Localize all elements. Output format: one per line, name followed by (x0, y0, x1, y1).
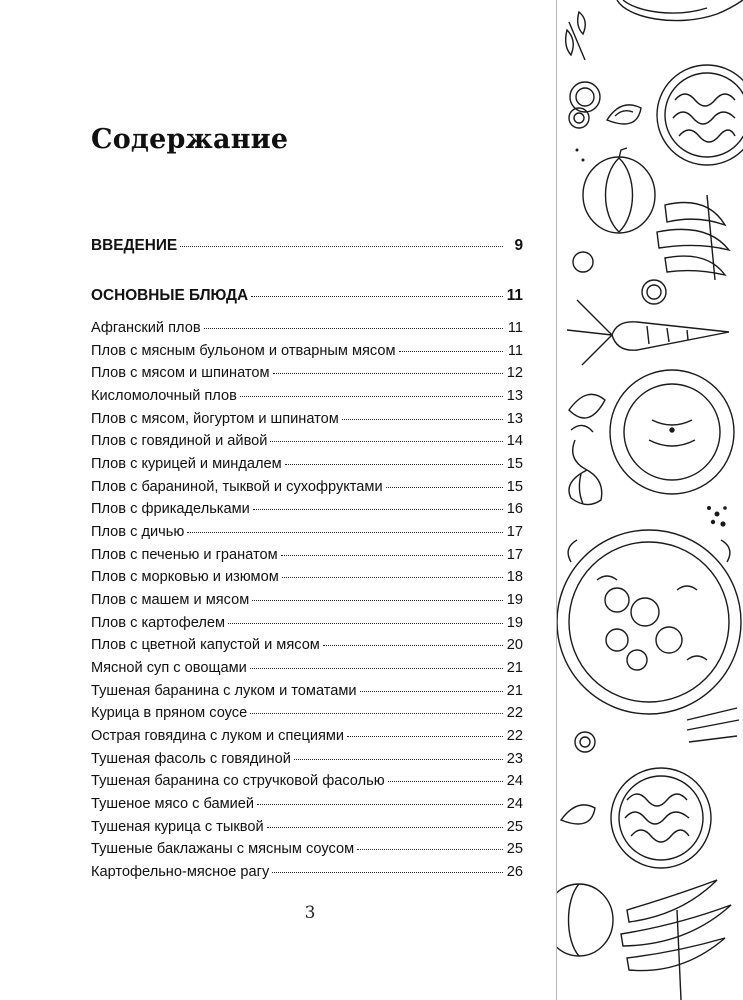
dot-leader (360, 691, 503, 692)
flatbread-icon (610, 370, 734, 494)
dot-leader (342, 419, 503, 420)
pumpkin-icon (583, 148, 655, 233)
toc-entry-label: Плов с картофелем (91, 615, 226, 631)
toc-page-number: 14 (506, 433, 523, 449)
toc-entry[interactable] (91, 363, 523, 383)
toc-entry-label: Кисломолочный плов (91, 388, 237, 404)
dot-leader (323, 645, 503, 646)
toc-page-number: 11 (507, 320, 523, 336)
dot-leader (240, 396, 503, 397)
toc-page-number: 17 (506, 547, 523, 563)
toc-entry-label: Тушеное мясо с бамией (91, 796, 255, 812)
toc-page-number: 25 (506, 841, 523, 857)
page-title: Содержание (91, 124, 289, 155)
tomato-slice-icon (607, 105, 641, 124)
toc-page-number: 15 (506, 479, 523, 495)
toc-page-number: 16 (506, 501, 523, 517)
toc-entry[interactable] (91, 726, 523, 746)
dot-leader (357, 849, 503, 850)
toc-page-number: 23 (506, 751, 523, 767)
toc-entry[interactable] (91, 703, 523, 723)
chili-peppers-icon (621, 880, 731, 1000)
toc-entry-label: Тушеная фасоль с говядиной (91, 751, 291, 767)
dot-leader (267, 827, 503, 828)
bowl-rim-icon (617, 0, 743, 21)
toc-page-number: 17 (506, 524, 523, 540)
toc-entry[interactable] (91, 522, 523, 542)
toc-page-number: 24 (506, 796, 523, 812)
toc-entry[interactable] (91, 545, 523, 565)
toc-entry[interactable] (91, 477, 523, 497)
dot-leader (399, 351, 503, 352)
toc-entry[interactable] (91, 341, 523, 361)
toc-section-main-dishes[interactable] (91, 286, 523, 306)
toc-section-introduction[interactable] (91, 236, 523, 256)
green-beans-icon (687, 708, 739, 742)
dot-leader (285, 464, 503, 465)
toc-entry[interactable] (91, 862, 523, 882)
chili-peppers-icon (657, 195, 729, 280)
pilaf-pan-icon (557, 530, 741, 714)
pilaf-bowl-icon (611, 768, 711, 868)
toc-page-number: 25 (506, 819, 523, 835)
toc-entry-label: Плов с фрикадельками (91, 501, 250, 517)
toc-entry-label: Мясной суп с овощами (91, 660, 247, 676)
dot-leader (251, 296, 503, 297)
toc-entry-label: Плов с мясным бульоном и отварным мясом (91, 343, 396, 359)
toc-entry[interactable] (91, 499, 523, 519)
toc-entry-label: Плов с дичью (91, 524, 185, 540)
toc-entry[interactable] (91, 635, 523, 655)
toc-entry[interactable] (91, 817, 523, 837)
dot-leader (282, 577, 503, 578)
toc-entry[interactable] (91, 749, 523, 769)
toc-section-label: ОСНОВНЫЕ БЛЮДА (91, 287, 249, 304)
toc-page-number: 12 (506, 365, 523, 381)
toc-entry-label: Плов с цветной капустой и мясом (91, 637, 320, 653)
dot-leader (228, 623, 503, 624)
onion-rings-icon (573, 252, 666, 304)
toc-page-number: 13 (506, 388, 523, 404)
dot-leader (204, 328, 503, 329)
dot-leader (388, 781, 503, 782)
toc-page-number: 22 (506, 728, 523, 744)
toc-page-number: 11 (507, 343, 523, 359)
toc-page-number: 11 (506, 287, 523, 304)
toc-entry[interactable] (91, 613, 523, 633)
toc-entry-label: Плов с морковью и изюмом (91, 569, 279, 585)
dot-leader (250, 713, 503, 714)
garlic-icon (569, 440, 602, 505)
toc-page-number: 9 (514, 237, 523, 254)
herb-sprig-icon (566, 12, 586, 60)
toc-page-number: 15 (506, 456, 523, 472)
toc-page-number: 22 (506, 705, 523, 721)
dot-leader (386, 487, 503, 488)
toc-entry-label: Тушеная баранина с луком и томатами (91, 683, 357, 699)
toc-entry-label: Тушеная баранина со стручковой фасолью (91, 773, 385, 789)
toc-entry[interactable] (91, 431, 523, 451)
toc-page-number: 21 (506, 660, 523, 676)
dot-leader (252, 600, 503, 601)
toc-entry-label: Афганский плов (91, 320, 201, 336)
toc-page-number: 20 (506, 637, 523, 653)
onion-rings-icon (575, 732, 595, 752)
carrot-icon (567, 300, 729, 365)
food-illustration-strip (557, 0, 743, 1000)
dot-leader (272, 872, 503, 873)
toc-entry-label: Плов с говядиной и айвой (91, 433, 268, 449)
toc-entry-label: Тушеные баклажаны с мясным соусом (91, 841, 355, 857)
toc-page-number: 18 (506, 569, 523, 585)
toc-entry-label: Плов с машем и мясом (91, 592, 250, 608)
toc-entry[interactable] (91, 409, 523, 429)
toc-entry[interactable] (91, 658, 523, 678)
toc-entry[interactable] (91, 318, 523, 338)
dot-leader (180, 246, 503, 247)
toc-section-label: ВВЕДЕНИЕ (91, 237, 178, 254)
toc-page-number: 13 (506, 411, 523, 427)
toc-entry-label: Плов с мясом, йогуртом и шпинатом (91, 411, 339, 427)
dot-leader (187, 532, 503, 533)
pumpkin-icon (557, 884, 613, 956)
dot-leader (347, 736, 503, 737)
toc-entry-label: Плов с бараниной, тыквой и сухофруктами (91, 479, 383, 495)
toc-entry[interactable] (91, 794, 523, 814)
dot-leader (270, 441, 503, 442)
dot-leader (250, 668, 503, 669)
toc-page-number: 21 (506, 683, 523, 699)
pilaf-bowl-icon (657, 65, 743, 165)
toc-page-number: 26 (506, 864, 523, 880)
dot-leader (273, 373, 503, 374)
dot-leader (253, 509, 503, 510)
toc-entry[interactable] (91, 590, 523, 610)
dot-leader (257, 804, 503, 805)
toc-entry[interactable] (91, 567, 523, 587)
herb-leaf-icon (569, 394, 605, 432)
toc-entry-label: Тушеная курица с тыквой (91, 819, 264, 835)
dot-leader (281, 555, 503, 556)
toc-page-number: 19 (506, 592, 523, 608)
toc-entry[interactable] (91, 454, 523, 474)
toc-entry-label: Острая говядина с луком и специями (91, 728, 345, 744)
onion-rings-icon (569, 82, 600, 128)
tomato-slice-icon (561, 805, 595, 824)
toc-entry[interactable] (91, 681, 523, 701)
toc-entry-label: Плов с курицей и миндалем (91, 456, 282, 472)
toc-entry[interactable] (91, 839, 523, 859)
toc-entry[interactable] (91, 386, 523, 406)
toc-entry-label: Картофельно-мясное рагу (91, 864, 270, 880)
toc-entry[interactable] (91, 771, 523, 791)
toc-page-number: 24 (506, 773, 523, 789)
toc-entry-label: Курица в пряном соусе (91, 705, 248, 721)
toc-entry-label: Плов с печенью и гранатом (91, 547, 278, 563)
toc-page-number: 19 (506, 615, 523, 631)
page-number: 3 (304, 903, 316, 923)
dot-leader (294, 759, 503, 760)
toc-entry-label: Плов с мясом и шпинатом (91, 365, 270, 381)
